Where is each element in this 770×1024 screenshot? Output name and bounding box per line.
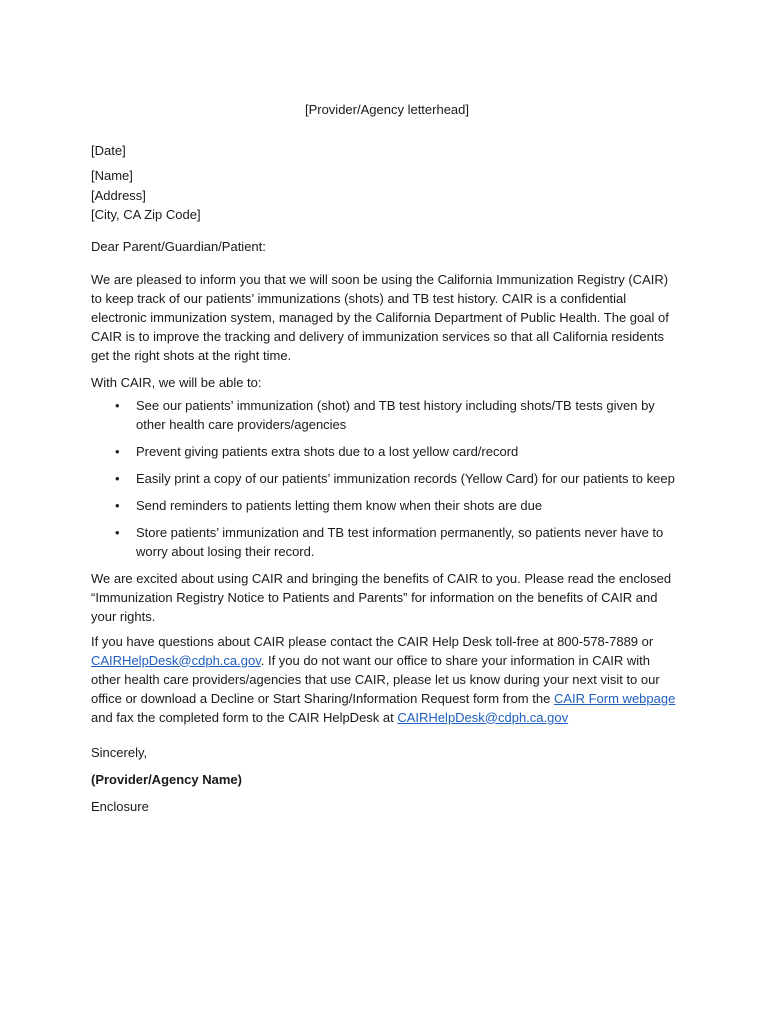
enclosure-note: Enclosure (91, 798, 149, 814)
benefit-text: Store patients’ immunization and TB test information permanently, so patients never have to worry about losing their record. (136, 524, 664, 559)
benefits-lead: With CAIR, we will be able to: (91, 374, 262, 390)
salutation: Dear Parent/Guardian/Patient: (91, 238, 266, 254)
list-item (91, 523, 681, 561)
date-placeholder: [Date] (91, 143, 126, 158)
signer-name: (Provider/Agency Name) (91, 771, 242, 787)
recipient-name: [Name] (91, 168, 133, 183)
benefit-text: Prevent giving patients extra shots due to a lost yellow card/record (136, 443, 519, 459)
excited-paragraph: We are excited about using CAIR and bringing the benefits of CAIR to you. Please read the enclosed “Immunization Registry Notice to Patients and Parents” for information on the benefits of CAIR and your rights. (91, 570, 672, 624)
contact-text-3: and fax the completed form to the CAIR HelpDesk at (91, 709, 398, 725)
bullet-icon: • (115, 443, 120, 459)
recipient-street: [Address] (91, 187, 146, 203)
cair-form-webpage-link[interactable]: CAIR Form webpage (553, 690, 676, 706)
bullet-icon: • (115, 397, 120, 413)
bullet-icon: • (115, 524, 120, 540)
list-item (91, 442, 681, 461)
benefit-text: See our patients’ immunization (shot) and TB test history including shots/TB tests given by other health care providers/agencies (136, 397, 655, 432)
contact-text-2: . If you do not want our office to share your information in CAIR with other health care providers/agencies that use CAIR, please let us know during your next visit to our office or download a Decline or Start Sharing/Information Request form from the (91, 652, 660, 706)
list-item (91, 396, 681, 434)
contact-paragraph (91, 632, 681, 727)
recipient-address-block (91, 166, 681, 225)
benefits-list (91, 396, 681, 561)
helpdesk-email-link-2[interactable]: CAIRHelpDesk@cdph.ca.gov (397, 709, 569, 725)
bullet-icon: • (115, 497, 120, 513)
signoff: Sincerely, (91, 744, 148, 760)
benefit-text: Easily print a copy of our patients’ immunization records (Yellow Card) for our patients to keep (136, 470, 675, 486)
letter-body (91, 100, 681, 816)
bullet-icon: • (115, 470, 120, 486)
list-item (91, 496, 681, 515)
benefit-text: Send reminders to patients letting them know when their shots are due (136, 497, 543, 513)
recipient-city: [City, CA Zip Code] (91, 207, 201, 222)
letterhead-placeholder: [Provider/Agency letterhead] (304, 102, 470, 117)
intro-paragraph: We are pleased to inform you that we will soon be using the California Immunization Registry (CAIR) to keep track of our patients’ immunizations (shots) and TB test history. CAIR is a confidential electronic immunization system, managed by the California Department of Public Health. The goal of CAIR is to improve the tracking and delivery of immunization services so that all California residents get the right shots at the right time. (91, 271, 669, 363)
list-item (91, 469, 681, 488)
contact-text-1: If you have questions about CAIR please contact the CAIR Help Desk toll-free at 800-578-7889 or (91, 633, 654, 649)
helpdesk-email-link[interactable]: CAIRHelpDesk@cdph.ca.gov (91, 652, 261, 668)
